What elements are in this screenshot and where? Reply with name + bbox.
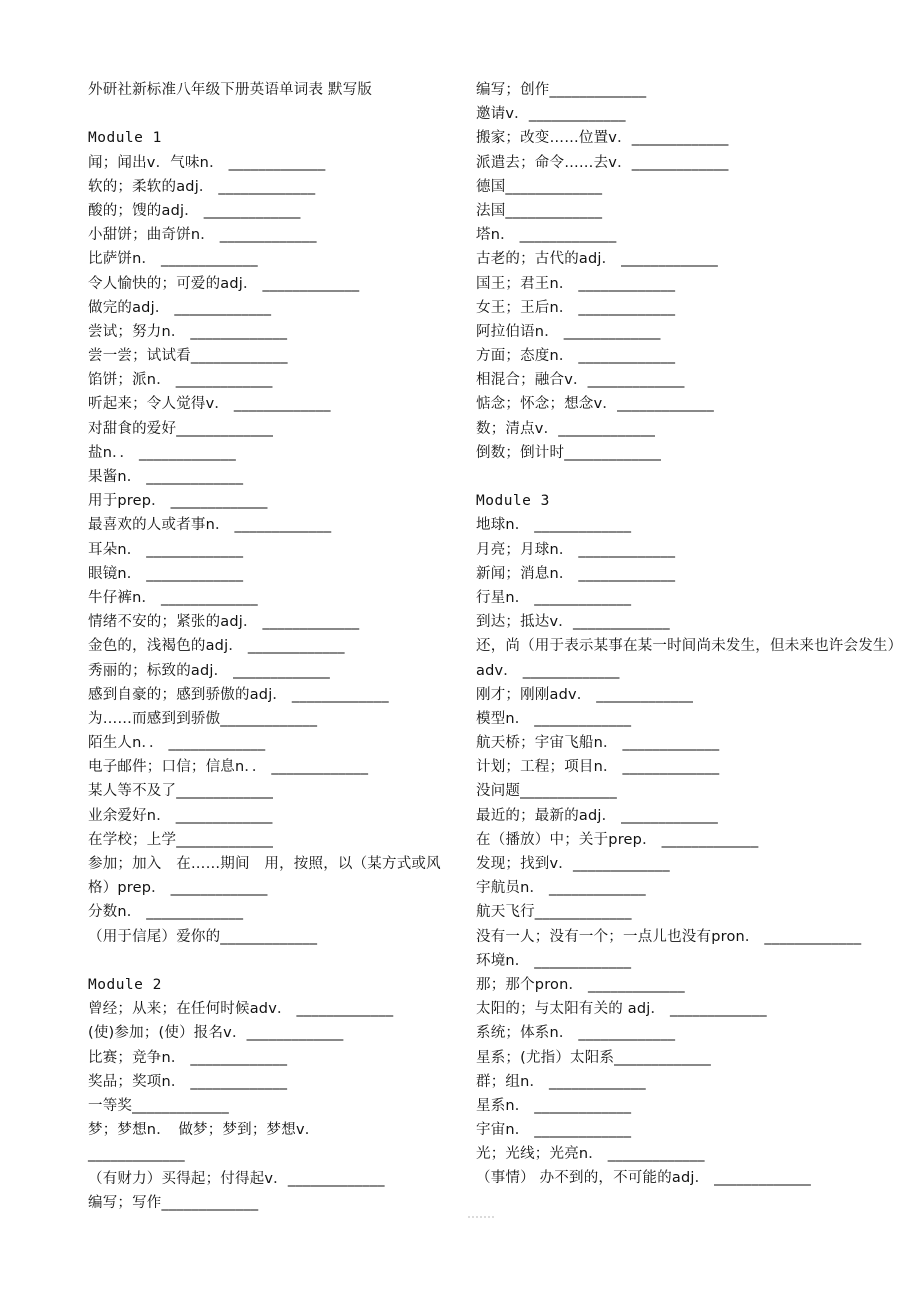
vocab-item: 惦念；怀念；想念v．_____________: [476, 396, 714, 413]
vocab-item: 到达；抵达v．_____________: [476, 614, 670, 631]
vocab-item: 还，尚（用于表示某事在某一时间尚未发生，但未来也许会发生）adv． _____________: [476, 638, 896, 679]
vocab-item: 编写；创作_____________: [476, 82, 647, 98]
vocab-item: 用于prep． _____________: [88, 493, 268, 510]
vocab-item: 比赛；竞争n． _____________: [88, 1049, 288, 1066]
vocab-item: （用于信尾）爱你的_____________: [88, 928, 318, 945]
vocab-item: 在学校；上学_____________: [88, 831, 274, 848]
vocab-item: 盐n．． _____________: [88, 444, 236, 461]
vocab-item: 金色的，浅褐色的adj． _____________: [88, 638, 345, 655]
vocab-item: 情绪不安的；紧张的adj． _____________: [88, 614, 360, 631]
vocab-item: 古老的；古代的adj． _____________: [476, 251, 718, 268]
spacer: [476, 465, 896, 489]
vocab-item: 月亮；月球n． _____________: [476, 541, 676, 558]
vocab-item: 在（播放）中；关于prep． _____________: [476, 831, 759, 848]
vocab-item: 眼镜n． _____________: [88, 565, 244, 582]
vocab-item: 听起来；令人觉得v． _____________: [88, 396, 331, 413]
vocab-item: 令人愉快的；可爱的adj． _____________: [88, 275, 360, 292]
vocab-item: 一等奖_____________: [88, 1097, 229, 1114]
vocab-item: 耳朵n． _____________: [88, 541, 244, 558]
vocab-item: 新闻；消息n． _____________: [476, 565, 676, 582]
vocab-item: 环境n． _____________: [476, 952, 632, 969]
module-2-heading: Module 2: [88, 976, 162, 993]
vocab-item: 曾经；从来；在任何时候adv． _____________: [88, 1001, 394, 1018]
vocab-item: 尝试；努力n． _____________: [88, 323, 288, 340]
vocab-item: 搬家；改变……位置v．_____________: [476, 130, 729, 147]
vocab-item: (使)参加；(使）报名v．_____________: [88, 1025, 344, 1042]
vocab-item: 航天飞行_____________: [476, 904, 632, 921]
vocab-item: 星系n． _____________: [476, 1097, 632, 1114]
vocab-item: 星系；(尤指）太阳系_____________: [476, 1049, 712, 1066]
watermark-icon: [467, 1214, 497, 1220]
vocab-item: 果酱n． _____________: [88, 469, 244, 485]
vocab-item: 宇航员n． _____________: [476, 880, 646, 897]
document-title: 外研社新标准八年级下册英语单词表 默写版: [88, 82, 373, 98]
vocab-item: 某人等不及了_____________: [88, 783, 274, 800]
vocab-item: 为……而感到到骄傲_____________: [88, 710, 318, 727]
vocab-item: 没有一人；没有一个；一点儿也没有pron． _____________: [476, 928, 862, 945]
vocab-item: 倒数；倒计时_____________: [476, 444, 662, 461]
module-1-heading: Module 1: [88, 130, 162, 147]
vocab-item: 比萨饼n． _____________: [88, 251, 258, 268]
vocab-item: 秀丽的；标致的adj． _____________: [88, 662, 330, 679]
vocab-item: 航天桥；宇宙飞船n． _____________: [476, 735, 720, 752]
vocab-item: 酸的；馊的adj． _____________: [88, 202, 301, 219]
vocab-item: 法国_____________: [476, 202, 603, 219]
vocab-item: 德国_____________: [476, 178, 603, 195]
spacer: [88, 949, 453, 973]
vocab-item: 最喜欢的人或者事n． _____________: [88, 517, 332, 534]
vocab-item: （事情） 办不到的，不可能的adj． _____________: [476, 1170, 811, 1187]
right-column: [476, 78, 896, 1191]
vocab-item: 编写；写作_____________: [88, 1194, 259, 1211]
vocab-item: 宇宙n． _____________: [476, 1122, 632, 1139]
vocab-item: 系统；体系n． _____________: [476, 1025, 676, 1042]
left-column: [88, 78, 453, 1215]
spacer: [88, 102, 453, 126]
vocab-item: 方面；态度n． _____________: [476, 348, 676, 365]
vocab-item: （有财力）买得起；付得起v．_____________: [88, 1170, 385, 1187]
vocab-item: 闻；闻出v．气味n． _____________: [88, 154, 326, 171]
vocab-item: 群；组n． _____________: [476, 1073, 646, 1090]
vocab-item: 陌生人n．． _____________: [88, 735, 266, 752]
vocab-item: 阿拉伯语n． _____________: [476, 323, 661, 340]
vocab-item: 参加；加入 在……期间 用，按照，以（某方式或风格）prep． _____________: [88, 856, 441, 897]
vocab-item: 国王；君王n． _____________: [476, 275, 676, 292]
watermark-dots: [467, 1214, 497, 1222]
vocab-item: 数；清点v．_____________: [476, 420, 656, 437]
vocab-item: 计划；工程；项目n． _____________: [476, 759, 720, 776]
vocab-item: 电子邮件；口信；信息n．． _____________: [88, 759, 369, 776]
vocab-item: 发现；找到v．_____________: [476, 856, 670, 873]
vocab-item: 软的；柔软的adj． _____________: [88, 178, 316, 195]
vocab-item: 感到自豪的；感到骄傲的adj． _____________: [88, 686, 389, 703]
vocab-item: 尝一尝；试试看_____________: [88, 348, 288, 365]
vocab-item: 邀请v．_____________: [476, 106, 626, 123]
vocab-item: 梦；梦想n． 做梦；梦到；梦想v．_____________: [88, 1122, 320, 1163]
vocab-item: 行星n． _____________: [476, 589, 632, 606]
vocab-item: 小甜饼；曲奇饼n． _____________: [88, 227, 317, 244]
vocab-item: 分数n． _____________: [88, 904, 244, 921]
vocab-item: 刚才；刚刚adv． _____________: [476, 686, 694, 703]
vocab-item: 太阳的；与太阳有关的 adj． _____________: [476, 1001, 767, 1018]
vocab-item: 模型n． _____________: [476, 710, 632, 727]
vocab-item: 光；光线；光亮n． _____________: [476, 1146, 705, 1163]
vocab-item: 馅饼；派n． _____________: [88, 372, 273, 389]
vocab-item: 女王；王后n． _____________: [476, 299, 676, 316]
vocab-item: 没问题_____________: [476, 783, 617, 800]
vocab-item: 最近的；最新的adj． _____________: [476, 807, 718, 824]
vocab-item: 做完的adj． _____________: [88, 299, 272, 316]
vocab-item: 对甜食的爱好_____________: [88, 420, 274, 437]
vocab-item: 派遣去；命令……去v．_____________: [476, 154, 729, 171]
vocab-item: 地球n． _____________: [476, 517, 632, 534]
vocab-item: 牛仔裤n． _____________: [88, 589, 258, 606]
vocab-item: 奖品；奖项n． _____________: [88, 1073, 288, 1090]
vocab-item: 那；那个pron． _____________: [476, 976, 685, 993]
module-3-heading: Module 3: [476, 493, 550, 510]
vocab-item: 业余爱好n． _____________: [88, 807, 273, 824]
vocab-item: 塔n． _____________: [476, 227, 617, 244]
vocab-item: 相混合；融合v．_____________: [476, 372, 685, 389]
